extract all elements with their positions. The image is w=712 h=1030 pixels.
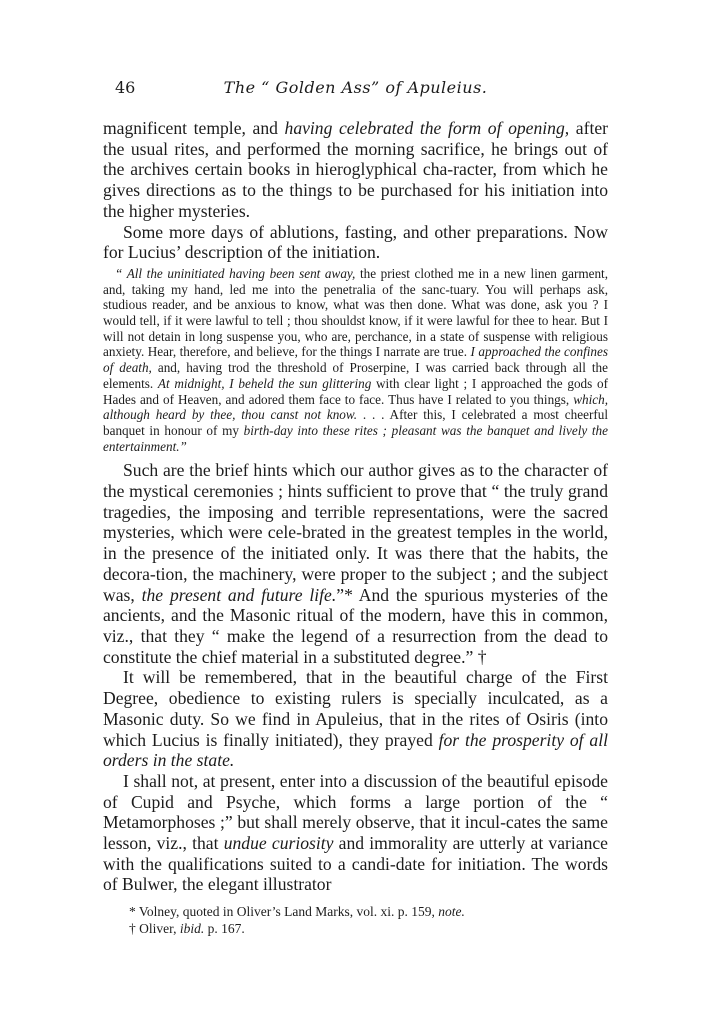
text-run: and, having trod the threshold of Proserpine, I was carried back through all the elements. <box>103 360 608 391</box>
italic-run: note. <box>438 904 465 920</box>
text-run: . . . After this, I celebrated a most cheerful banquet in honour of my <box>103 407 608 438</box>
italic-run: undue curiosity <box>223 833 334 854</box>
text-run: p. 167. <box>204 921 245 937</box>
italic-run: “ All the uninitiated having been sent away, <box>115 265 356 281</box>
paragraph-obedience <box>103 667 608 771</box>
footnote-oliver <box>129 920 608 937</box>
footnotes <box>103 903 608 937</box>
running-title: The “ Golden Ass” of Apuleius. <box>223 78 488 97</box>
italic-run: for the prosperity of all orders in the state. <box>103 729 608 771</box>
italic-run: I approached the confines of death, <box>103 344 608 376</box>
text-run: the priest clothed me in a new linen garment, and, taking my hand, led me into the penetralia of the sanc-tuary. You will perhaps ask, studious reader, and be anxious to know, what was then done. What was done, ask you ? I would tell, if it were lawful to tell ; thou shouldst know, if it were lawful for thee to hear. But I will not detain in long suspense you, who are, perchance, in a state of suspense with religious anxiety. Hear, therefore, and believe, for the things I narrate are true. <box>103 265 608 360</box>
text-run: † Oliver, <box>129 921 180 937</box>
initiation-quote <box>103 266 608 454</box>
text-run: after the usual rites, and performed the morning sacrifice, he brings out of the archives certain books in hieroglyphical cha-racter, from which he gives directions as to the things to be purchased for his initiation into the higher mysteries. <box>103 118 608 221</box>
text-run: * Volney, quoted in Oliver’s Land Marks, vol. xi. p. 159, <box>129 904 439 920</box>
book-page <box>103 78 608 937</box>
italic-run: At midnight, I beheld the sun glittering <box>157 375 372 391</box>
italic-run: ibid. <box>179 921 205 937</box>
text-run: It will be remembered, that in the beautiful charge of the First Degree, obedience to existing rulers is specially inculcated, as a Masonic duty. So we find in Apuleius, that in the rites of Osiris (into which Lucius is finally initiated), they prayed <box>103 667 608 750</box>
paragraph-temple <box>103 118 608 222</box>
page-number: 46 <box>115 78 136 97</box>
italic-run: the present and future life. <box>141 584 337 605</box>
running-head <box>103 78 608 106</box>
text-run: ”* And the spurious mysteries of the ancients, and the Masonic ritual of the modern, have this in common, viz., that they “ make the legend of a resurrection from the dead to constitute the chief material in a substituted degree.” † <box>103 584 608 667</box>
text-run: magnificent temple, and <box>103 118 285 138</box>
paragraph-preparations: Some more days of ablutions, fasting, and other preparations. Now for Lucius’ description of the initiation. <box>103 221 608 263</box>
paragraph-mysteries <box>103 460 608 667</box>
text-run: with clear light ; I approached the gods of Hades and of Heaven, and adored them face to face. Thus have I related to you things, <box>103 375 609 407</box>
paragraph-cupid-psyche <box>103 771 608 895</box>
footnote-volney <box>129 903 608 920</box>
italic-run: birth-day into these rites ; pleasant was the banquet and lively the entertainment.” <box>103 422 609 454</box>
text-run: I shall not, at present, enter into a discussion of the beautiful episode of Cupid and Psyche, which forms a large portion of the “ Metamorphoses ;” but shall merely observe, that it incul-cates the same lesson, viz., that <box>103 770 608 854</box>
italic-run: which, although heard by thee, thou canst not know. <box>103 391 608 423</box>
text-run: and immorality are utterly at variance with the qualifications suited to a candi-date for initiation. The words of Bulwer, the elegant illustrator <box>103 833 608 895</box>
text-run: Such are the brief hints which our author gives as to the character of the mystical ceremonies ; hints sufficient to prove that “ the truly grand tragedies, the imposing and terrible representations, were the sacred mysteries, which were cele-brated in the greatest temples in the world, in the presence of the initiated only. It was there that the habits, the decora-tion, the machinery, were proper to the subject ; and the subject was, <box>103 460 608 605</box>
italic-run: having celebrated the form of opening, <box>284 118 570 138</box>
